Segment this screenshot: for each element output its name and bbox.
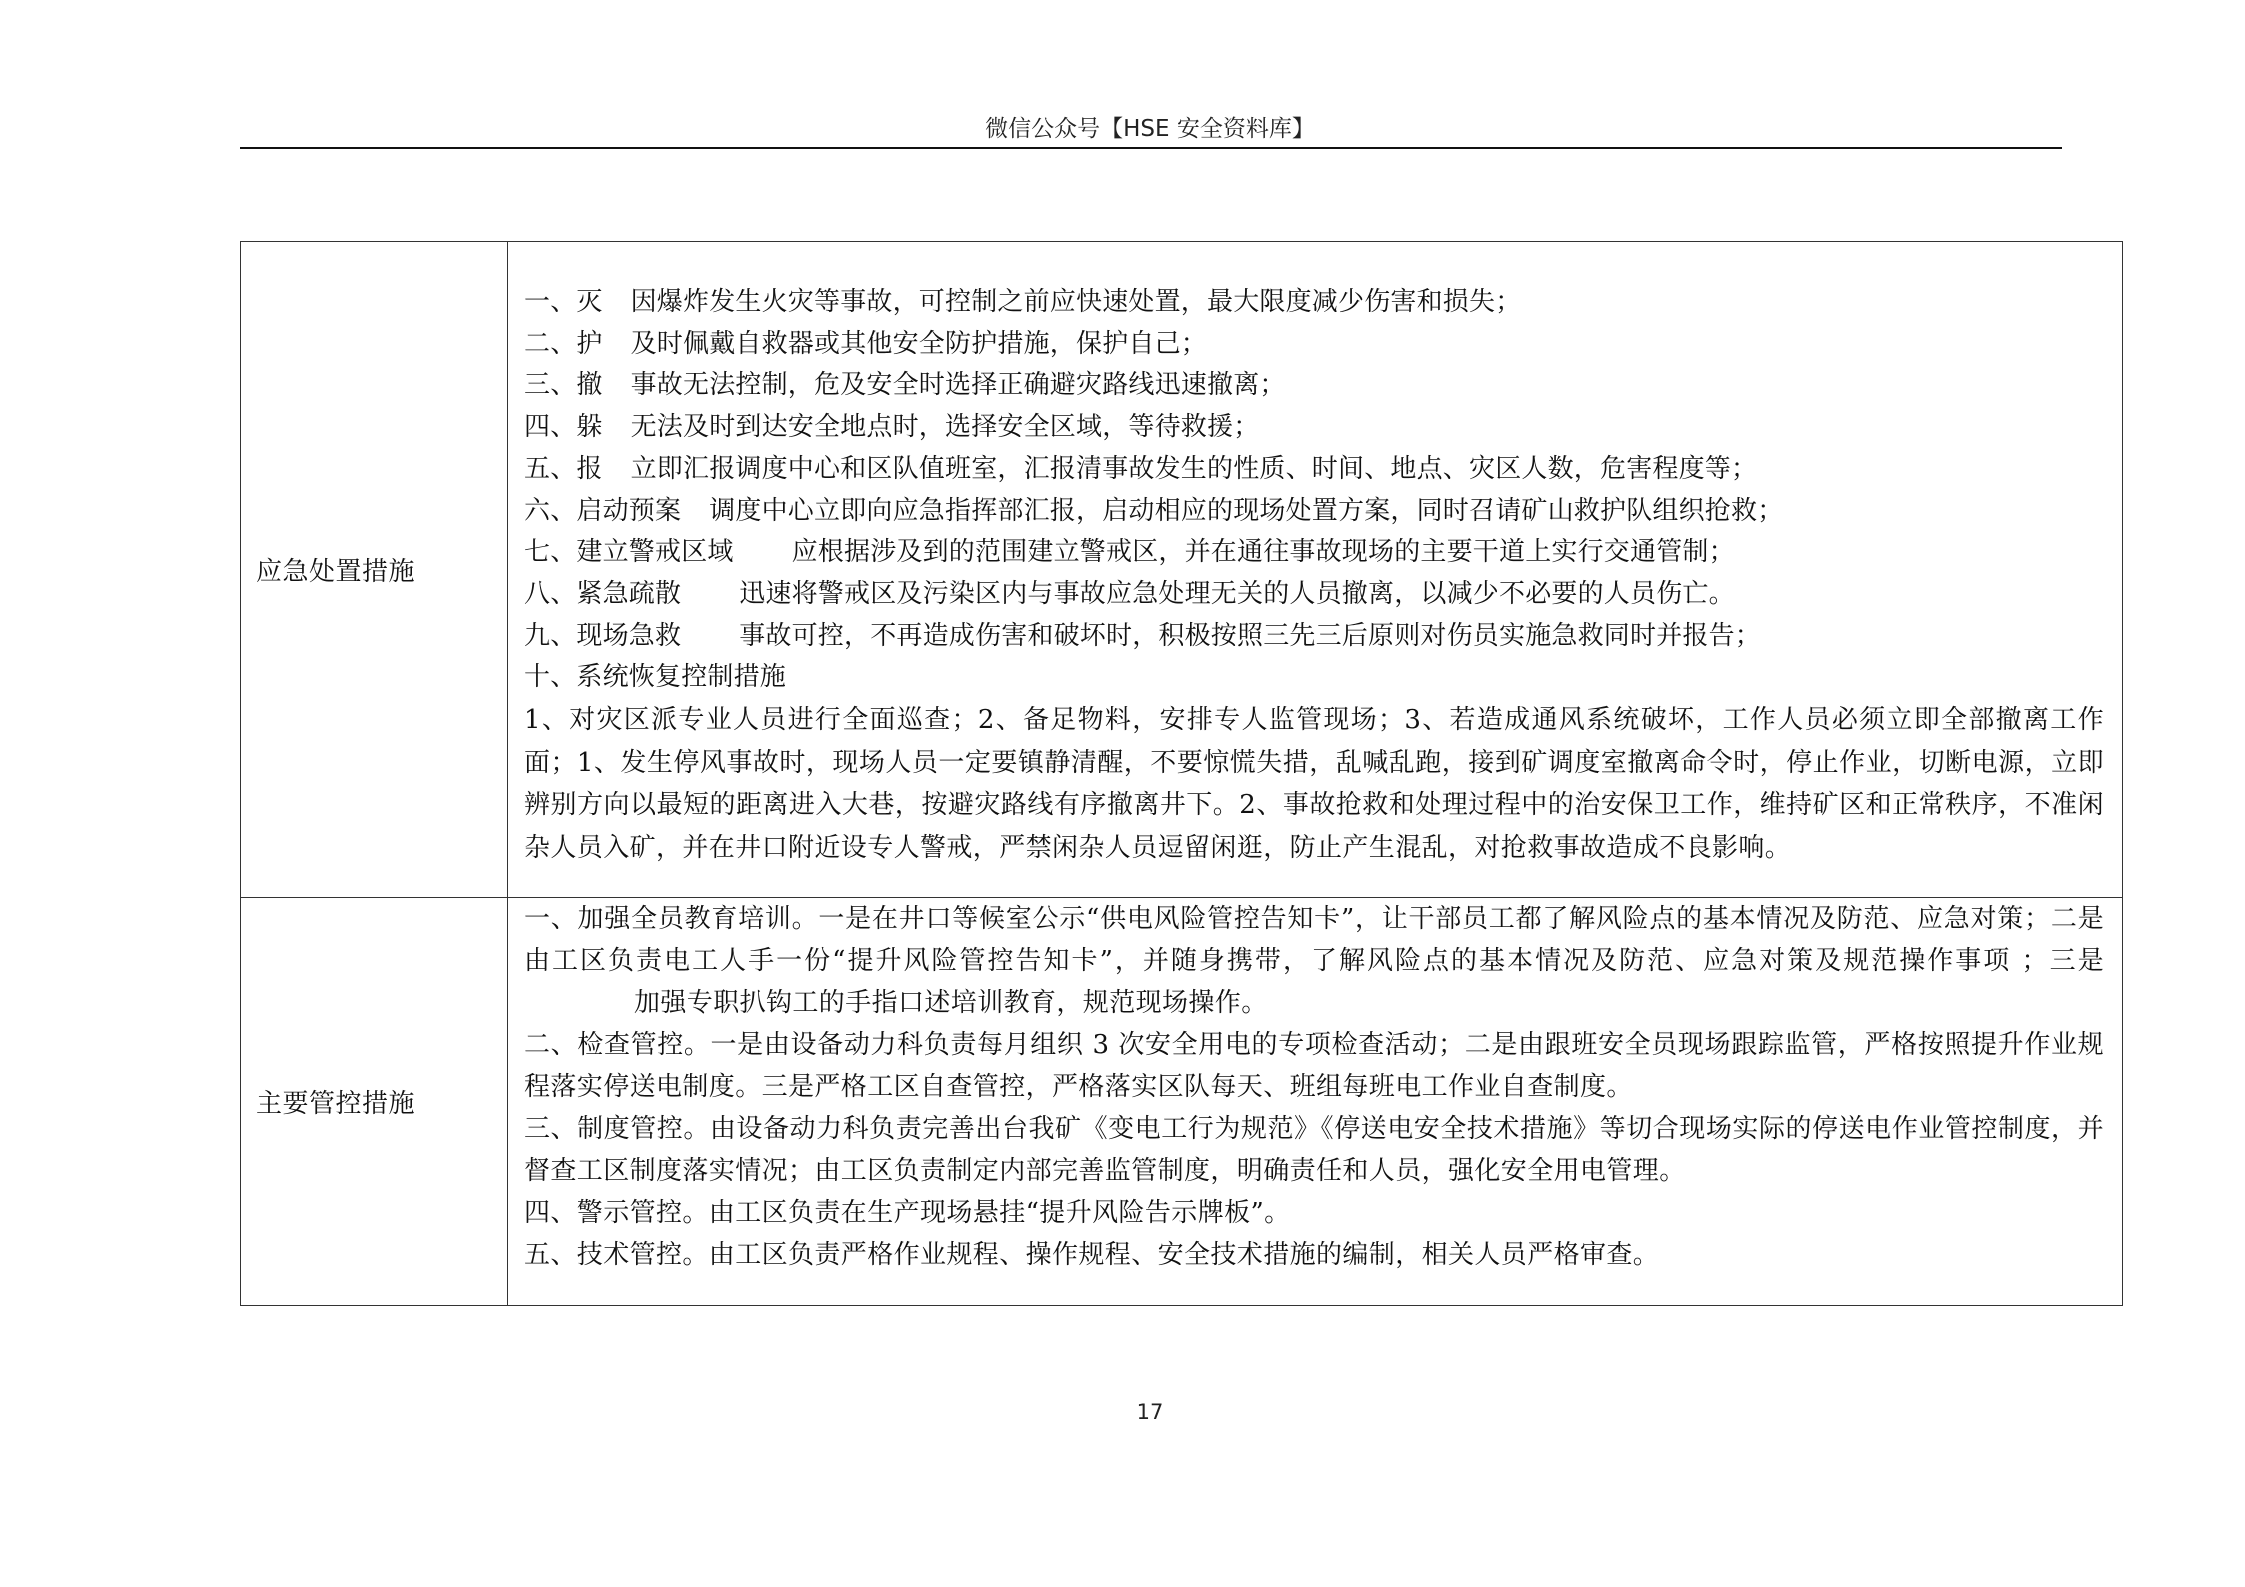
- control-paragraph: 五、技术管控。由工区负责严格作业规程、操作规程、安全技术措施的编制，相关人员严格审查。: [524, 1240, 1660, 1270]
- item-head: 十、系统恢复控制措施: [524, 662, 787, 693]
- list-item: [524, 324, 2104, 366]
- item-head: 四、躲: [524, 412, 603, 443]
- list-item: [524, 491, 2104, 533]
- table-row-emergency: [241, 242, 2123, 898]
- item-text: 立即汇报调度中心和区队值班室，汇报清事故发生的性质、时间、地点、灾区人数，危害程度等；: [630, 453, 1758, 484]
- list-item: [524, 282, 2104, 324]
- list-item: [524, 574, 2104, 616]
- item-head: 七、建立警戒区域: [524, 537, 734, 568]
- page-number: 17: [1136, 1400, 1164, 1424]
- list-item: [524, 449, 2104, 491]
- table-row-controls: [241, 898, 2123, 1306]
- item-head: 一、灭: [524, 287, 603, 317]
- item-text: 应根据涉及到的范围建立警戒区，并在通往事故现场的主要干道上实行交通管制；: [791, 537, 1735, 568]
- list-item: [524, 616, 2104, 658]
- control-paragraph: [524, 898, 2104, 1024]
- item-head: 五、报: [524, 453, 603, 484]
- control-text: 加强专职扒钩工的手指口述培训教育，规范现场操作。: [634, 988, 1268, 1018]
- control-paragraph: 二、检查管控。一是由设备动力科负责每月组织 3 次安全用电的专项检查活动；二是由跟班安全员现场跟踪监管，严格按照提升作业规程落实停送电制度。三是严格工区自查管控，严格落实区队每天、班组每班电工作业自查制度。: [524, 1030, 2104, 1102]
- row-label-controls: 主要管控措施: [241, 898, 508, 1306]
- row-label-emergency: 应急处置措施: [241, 242, 508, 898]
- controls-content: [508, 898, 2123, 1306]
- item-text: 因爆炸发生火灾等事故，可控制之前应快速处置，最大限度减少伤害和损失；: [630, 287, 1522, 317]
- control-paragraph: 三、制度管控。由设备动力科负责完善出台我矿《变电工行为规范》《停送电安全技术措施》等切合现场实际的停送电作业管控制度，并督查工区制度落实情况；由工区负责制定内部完善监管制度，明确责任和人员，强化安全用电管理。: [524, 1114, 2104, 1186]
- item-head: 八、紧急疏散: [524, 578, 682, 609]
- item-head: 九、现场急救: [524, 620, 682, 651]
- page-header: 微信公众号【HSE 安全资料库】: [985, 116, 1315, 142]
- recovery-paragraph: 1、对灾区派专业人员进行全面巡查；2、备足物料，安排专人监管现场；3、若造成通风系统破坏，工作人员必须立即全部撤离工作面；1、发生停风事故时，现场人员一定要镇静清醒，不要惊慌失措，乱喊乱跑，接到矿调度室撤离命令时，停止作业，切断电源，立即辨别方向以最短的距离进入大巷，按避灾路线有序撤离井下。2、事故抢救和处理过程中的治安保卫工作，维持矿区和正常秩序，不准闲杂人员入矿，并在井口附近设专人警戒，严禁闲杂人员逗留闲逛，防止产生混乱，对抢救事故造成不良影响。: [524, 705, 2104, 863]
- emergency-content: [508, 242, 2123, 898]
- control-paragraph: 四、警示管控。由工区负责在生产现场悬挂“提升风险告示牌板”。: [524, 1198, 1291, 1228]
- item-text: 调度中心立即向应急指挥部汇报，启动相应的现场处置方案，同时召请矿山救护队组织抢救；: [709, 495, 1784, 526]
- item-head: 二、护: [524, 328, 603, 359]
- measures-table: [240, 241, 2123, 1306]
- item-head: 三、撤: [524, 370, 603, 401]
- list-item: [524, 532, 2104, 574]
- control-text: 一、加强全员教育培训。一是在井口等候室公示“供电风险管控告知卡”，让干部员工都了解风险点的基本情况及防范、应急对策；二是由工区负责电工人手一份“提升风险管控告知卡”，并随身携带，了解风险点的基本情况及防范、应急对策及规范操作事项 ；三是: [524, 904, 2104, 976]
- item-head: 六、启动预案: [524, 495, 682, 526]
- item-text: 及时佩戴自救器或其他安全防护措施，保护自己；: [630, 328, 1208, 359]
- item-text: 无法及时到达安全地点时，选择安全区域，等待救援；: [630, 412, 1260, 443]
- header-divider: [240, 147, 2062, 149]
- item-text: 迅速将警戒区及污染区内与事故应急处理无关的人员撤离，以减少不必要的人员伤亡。: [739, 578, 1735, 609]
- item-text: 事故无法控制，危及安全时选择正确避灾路线迅速撤离；: [630, 370, 1286, 401]
- list-item: [524, 657, 2104, 699]
- item-text: 事故可控，不再造成伤害和破坏时，积极按照三先三后原则对伤员实施急救同时并报告；: [739, 620, 1762, 651]
- list-item: [524, 365, 2104, 407]
- list-item: [524, 407, 2104, 449]
